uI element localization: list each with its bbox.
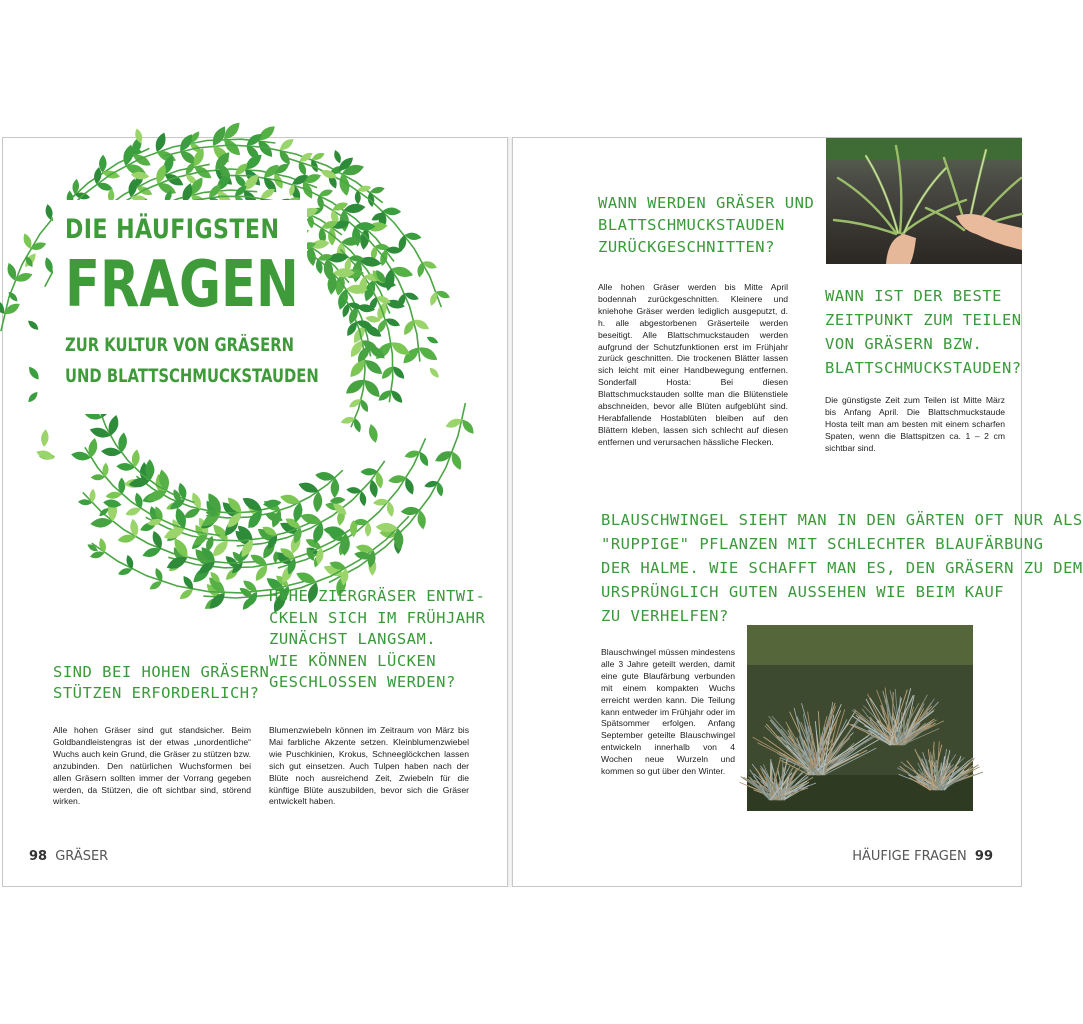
q5-heading-line: URSPRÜNGLICH GUTEN AUSSEHEN WIE BEIM KAUF [601, 583, 1005, 601]
right-page [512, 137, 1083, 887]
hosta-division-photo [826, 138, 1022, 264]
q2-heading-line: ZUNÄCHST LANGSAM. [269, 630, 437, 648]
q2-body: Blumenzwiebeln können im Zeitraum von März bis Mai farbliche Akzente setzen. Kleinblumenzwiebel wie Puschkinien, Krokus, Schneeglöckchen lassen sich gut einsetzen. Auch Tulpen haben nach der Blüte noch ausreichend Zeit, Zwiebeln für die künftige Blüte auszubilden, bevor sich die Gräser entwickelt haben. [269, 725, 469, 807]
title-line-3: ZUR KULTUR VON GRÄSERN [65, 335, 295, 356]
q4-heading [825, 284, 1022, 380]
q4-heading-line: VON GRÄSERN BZW. [825, 335, 983, 353]
q2-heading-line: GESCHLOSSEN WERDEN? [269, 673, 456, 691]
q4-heading-line: ZEITPUNKT ZUM TEILEN [825, 311, 1022, 329]
q5-heading-line: ZU VERHELFEN? [601, 607, 729, 625]
q5-heading-line: "RUPPIGE" PFLANZEN MIT SCHLECHTER BLAUFÄRBUNG [601, 535, 1044, 553]
q1-heading [53, 662, 269, 704]
q2-heading-line: WIE KÖNNEN LÜCKEN [269, 651, 437, 670]
blue-fescue-illustration [747, 625, 973, 811]
q5-heading-line: DER HALME. WIE SCHAFFT MAN ES, DEN GRÄSERN ZU DEM [601, 559, 1083, 577]
running-section: HÄUFIGE FRAGEN [852, 849, 967, 864]
q3-heading-line: BLATTSCHMUCKSTAUDEN [598, 216, 785, 234]
q2-heading [269, 586, 485, 694]
q5-heading-line: BLAUSCHWINGEL SIEHT MAN IN DEN GÄRTEN OFT NUR ALS [601, 511, 1083, 529]
page-number: 99 [974, 849, 993, 864]
title-line-1: DIE HÄUFIGSTEN [65, 214, 280, 245]
left-footer [29, 849, 108, 864]
q3-body: Alle hohen Gräser werden bis Mitte April bodennah zurückgeschnitten. Kleinere und kniehohe Gräser werden lediglich ausgeputzt, d. h. alle abgestorbenen Gräserteile werden beseitigt. Alle Blattschmuckstauden werden aufgrund der Schutzfunktionen erst im Frühjahr zurück geschnitten. Die trockenen Blätter lassen sich leicht mit einer Handbewegung entfernen. Sonderfall Hosta: Bei diesen Blattschmuckstauden sollte man die Blütenstiele abschneiden, bevor alle Blüten aufgeblüht sind. Herabfallende Hostablüten bleiben auf den Blättern kleben, lassen sich schlecht auf diesen entfernen und verursachen hässliche Flecken. [598, 282, 788, 447]
q1-heading-line: STÜTZEN ERFORDERLICH? [53, 684, 260, 702]
q5-heading [601, 508, 1083, 628]
title-line-4: UND BLATTSCHMUCKSTAUDEN [65, 366, 319, 387]
chapter-title [53, 200, 319, 414]
q2-heading-line: HOHE ZIERGRÄSER ENTWI- [269, 587, 486, 605]
title-line-2: FRAGEN [65, 248, 299, 322]
q1-heading-line: SIND BEI HOHEN GRÄSERN [53, 663, 270, 681]
q3-heading-line: ZURÜCKGESCHNITTEN? [598, 238, 775, 256]
q4-body: Die günstigste Zeit zum Teilen ist Mitte März bis Anfang April. Die Blattschmuckstaude Hosta teilt man am besten mit einem scharfen Spaten, wenn die Blattspitzen ca. 1 – 2 cm sichtbar sind. [825, 395, 1005, 453]
running-section: GRÄSER [55, 849, 109, 864]
q5-body: Blauschwingel müssen mindestens alle 3 Jahre geteilt werden, damit eine gute Blaufärbung verbunden mit einem kompakten Wuchs erreicht werden kann. Die Teilung kann entweder im Frühjahr oder im Spätsommer erfolgen. Anfang September geteilte Blauschwingel entwickeln innerhalb von 4 Wochen neue Wurzeln und kommen so gut über den Winter. [601, 647, 735, 777]
q3-heading [598, 192, 814, 258]
q4-heading-line: BLATTSCHMUCKSTAUDEN? [825, 359, 1022, 377]
title-subtitle [65, 330, 319, 392]
right-footer [852, 849, 993, 864]
left-page [2, 137, 508, 887]
q1-body: Alle hohen Gräser sind gut standsicher. Beim Goldbandleistengras ist der etwas „unordentliche“ Wuchs auch kein Grund, die Gräser zu stützen bzw. anzubinden. Den natürlichen Wuchsformen bei allen Gräsern sollten immer der Vorrang gegeben werden, da Stützen, die oft sichtbar sind, störend wirken. [53, 725, 251, 807]
blue-fescue-photo [747, 625, 973, 811]
hosta-photo-illustration [826, 138, 1022, 264]
q4-heading-line: WANN IST DER BESTE [825, 287, 1002, 305]
q2-heading-line: CKELN SICH IM FRÜHJAHR [269, 608, 486, 627]
page-number: 98 [29, 849, 48, 864]
q3-heading-line: WANN WERDEN GRÄSER UND [598, 194, 815, 212]
